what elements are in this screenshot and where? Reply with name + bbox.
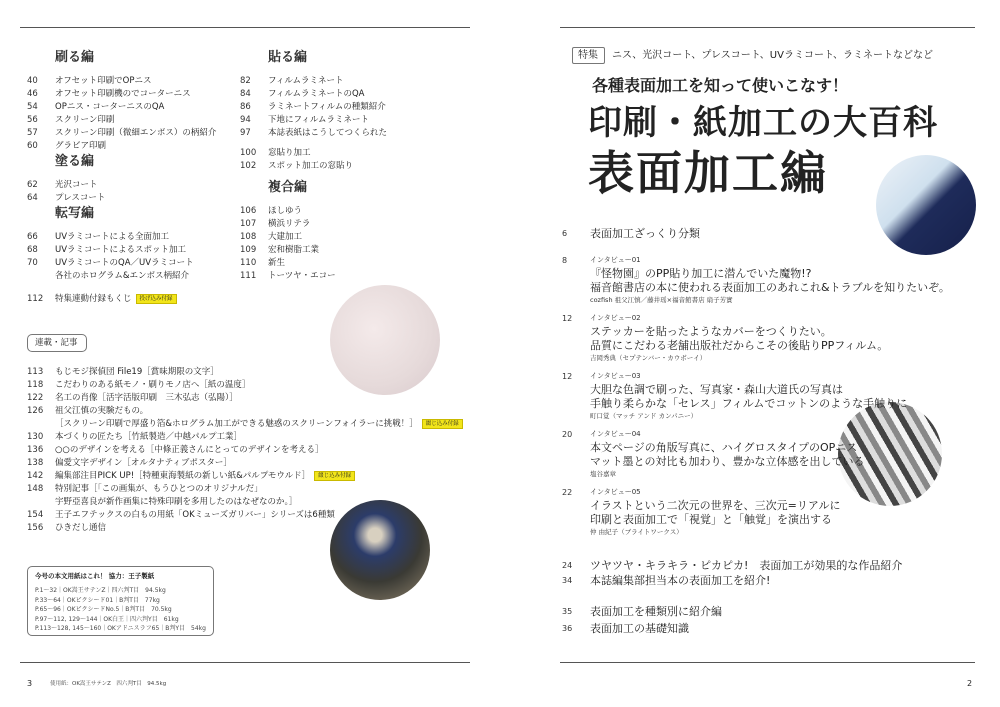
item-title	[55, 509, 335, 521]
page-number: 68	[27, 245, 38, 255]
page-number: 148	[27, 484, 44, 494]
page-number: 138	[27, 458, 44, 468]
entry-credit: 町口覚（マッチ アンド カンパニー）	[590, 412, 698, 420]
entry-title: ツヤツヤ・キラキラ・ピカピカ! 表面加工が効果的な作品紹介	[590, 559, 903, 572]
entry-title: イラストという二次元の世界を、三次元=リアルに	[590, 499, 841, 512]
item-title: プレスコート	[55, 193, 106, 203]
page-number: 106	[240, 206, 257, 216]
entry-title: マット墨との対比も加わり、豊かな立体感を出している	[590, 455, 865, 468]
entry-title: 表面加工ざっくり分類	[590, 227, 700, 240]
supplement-tag: 綴じ込み付録	[422, 419, 463, 429]
item-title: オフセット印刷でOPニス	[55, 76, 152, 86]
paper-info-title: 今号の本文用紙はこれ！ 協力：王子製紙	[35, 572, 155, 580]
page-number: 12	[562, 314, 573, 323]
item-title: トーツヤ・エコー	[268, 271, 336, 281]
interview-label: インタビュー01	[590, 256, 641, 264]
page-number: 108	[240, 232, 257, 242]
entry-title: 本誌編集部担当本の表面加工を紹介!	[590, 574, 771, 587]
item-title	[55, 418, 463, 430]
page-number: 107	[240, 219, 257, 229]
page-number: 54	[27, 102, 38, 112]
page-number: 56	[27, 115, 38, 125]
item-title: ラミネートフィルムの種類紹介	[268, 102, 386, 112]
page-number: 118	[27, 380, 44, 390]
interview-label: インタビュー04	[590, 430, 641, 438]
page-number: 84	[240, 89, 251, 99]
item-title: 下地にフィルムラミネート	[268, 115, 369, 125]
item-text: ○○のデザインを考える［中條正義さんにとってのデザインを考える］	[55, 445, 324, 455]
page-number: 102	[240, 161, 257, 171]
page-number: 70	[27, 258, 38, 268]
item-title: ほしゆう	[268, 206, 303, 216]
page-number: 60	[27, 141, 38, 151]
entry-title: 手触り柔らかな「セレス」フィルムでコットンのような手触りに	[590, 397, 908, 410]
interview-label: インタビュー02	[590, 314, 641, 322]
page-number: 142	[27, 471, 44, 481]
entry-title: ステッカーを貼ったようなカバーをつくりたい。	[590, 325, 832, 338]
page-number: 62	[27, 180, 38, 190]
item-title: スポット加工の窓貼り	[268, 161, 354, 171]
page-number: 111	[240, 271, 257, 281]
item-title	[55, 483, 263, 495]
page-number: 40	[27, 76, 38, 86]
page-number: 35	[562, 607, 573, 616]
feature-label-box	[572, 47, 605, 64]
entry-title: 『怪物園』のPP貼り加工に潜んでいた魔物!?	[590, 267, 812, 280]
entry-title: 印刷と表面加工で「視覚」と「触覚」を演出する	[590, 513, 832, 526]
section-heading: 転写編	[55, 206, 95, 221]
feature-label: 特集	[578, 50, 598, 61]
item-text: ひきだし通信	[55, 523, 107, 533]
bottom-rule-right	[560, 662, 975, 663]
item-title	[55, 457, 232, 469]
item-title	[55, 496, 297, 508]
surface-sample-photo-grey	[838, 402, 942, 506]
page-number: 109	[240, 245, 257, 255]
page-number: 24	[562, 561, 573, 570]
entry-credit: 吉岡秀典（セプテンバー・カウボーイ）	[590, 354, 707, 362]
item-title	[55, 379, 250, 391]
item-title: フィルムラミネート	[268, 76, 344, 86]
page-number: 100	[240, 148, 257, 158]
interview-label: インタビュー05	[590, 488, 641, 496]
series-label: 連載・記事	[35, 338, 78, 348]
item-text: 名工の肖像［活字活版印刷 三木弘志（弘陽）］	[55, 393, 238, 403]
main-title: 印刷・紙加工の大百科	[588, 103, 938, 143]
item-title	[55, 405, 148, 417]
page-number: 12	[562, 372, 573, 381]
paper-line: P.65〜96｜OKピクシードNo.5｜B判T目 70.5kg	[35, 606, 172, 613]
item-title: スクリーン印刷（微細エンボス）の柄紹介	[55, 128, 217, 138]
item-text: 本づくりの匠たち［竹紙製造／中越パルプ工業］	[55, 432, 243, 442]
top-rule-right	[560, 27, 975, 28]
item-title: 新生	[268, 258, 286, 268]
item-text: 偏愛文字デザイン［オルタナティブポスター］	[55, 458, 232, 468]
item-title: オフセット印刷機のでコーターニス	[55, 89, 191, 99]
item-title: UVラミコートによるスポット加工	[55, 245, 187, 255]
section-heading: 貼る編	[268, 50, 308, 65]
entry-title: 表面加工を種類別に紹介編	[590, 605, 722, 618]
page-number: 112	[27, 294, 44, 304]
item-title	[55, 366, 219, 378]
page-number: 86	[240, 102, 251, 112]
page-number: 57	[27, 128, 38, 138]
section-heading: 塗る編	[55, 154, 95, 169]
page-number: 156	[27, 523, 44, 533]
page-number: 97	[240, 128, 251, 138]
page-number: 136	[27, 445, 44, 455]
series-label-box	[27, 334, 87, 352]
page-number: 8	[562, 256, 568, 265]
item-title	[55, 522, 106, 534]
page-number: 34	[562, 576, 573, 585]
supplement-tag: 綴じ込み付録	[314, 471, 355, 481]
item-title	[55, 431, 242, 443]
page-number: 122	[27, 393, 44, 403]
page-number: 36	[562, 624, 573, 633]
entry-title: 品質にこだわる老舗出版社だからこその後貼りPPフィルム。	[590, 339, 889, 352]
right-page-number: 2	[967, 679, 973, 688]
section-heading: 刷る編	[55, 50, 95, 65]
bottom-rule-left	[20, 662, 470, 663]
item-title: 大建加工	[268, 232, 303, 242]
feature-subtitle: ニス、光沢コート、プレスコート、UVラミコート、ラミネートなどなど	[612, 50, 934, 61]
item-title: OPニス・コーターニスのQA	[55, 102, 165, 112]
surface-sample-photo-blue	[876, 155, 976, 255]
page-number: 113	[27, 367, 44, 377]
paper-info-box	[27, 566, 214, 636]
item-title: 窓貼り加工	[268, 148, 311, 158]
item-title: 横浜リテラ	[268, 219, 311, 229]
page-number: 20	[562, 430, 573, 439]
entry-title: 表面加工の基礎知識	[590, 622, 689, 635]
section-heading: 複合編	[268, 180, 308, 195]
item-title: UVラミコートのQA／UVラミコート	[55, 258, 194, 268]
page-number: 82	[240, 76, 251, 86]
supplement-tag: 投げ込み付録	[136, 294, 177, 304]
page-number: 126	[27, 406, 44, 416]
paper-line: P.113〜128, 145〜160｜OKアドニスラフ65｜B判Y目 54kg	[35, 625, 206, 632]
paper-sample-photo	[330, 285, 440, 395]
item-title	[55, 470, 355, 482]
interview-label: インタビュー03	[590, 372, 641, 380]
paper-line: P.97〜112, 129〜144｜OK白王｜四六判Y目 61kg	[35, 615, 179, 623]
item-text: 宇野亞喜良が新作画集に特殊印刷を多用したのはなぜなのか。］	[55, 497, 298, 507]
item-text: こだわりのある紙モノ・刷りモノ店へ［紙の温度］	[55, 380, 251, 390]
page-number: 64	[27, 193, 38, 203]
item-text: 特別記事［「この画集が、もうひとつのオリジナルだ」	[55, 484, 263, 494]
entry-credit: cozfish 祖父江慎／藤井瑶×福音館書店 扇子芳實	[590, 296, 733, 304]
craftsman-photo	[330, 500, 430, 600]
page-number: 46	[27, 89, 38, 99]
paper-line: P.1〜32｜OK嵩王サテンZ｜四六判T目 94.5kg	[35, 587, 166, 594]
entry-title: 福音館書店の本に使われる表面加工のあれこれ&トラブルを知りたいぞ。	[590, 281, 950, 294]
item-title: 各社のホログラム&エンボス柄紹介	[55, 271, 190, 281]
entry-credit: 仲 由紀子（ブライトワークス）	[590, 528, 683, 536]
top-rule-left	[20, 27, 470, 28]
page-number: 6	[562, 229, 568, 238]
item-text: ［スクリーン印刷で厚盛り箔&ホログラム加工ができる魅惑のスクリーンフォイラーに挑戦！］	[55, 419, 418, 429]
item-title: グラビア印刷	[55, 141, 107, 151]
page-number: 154	[27, 510, 44, 520]
subtitle: 各種表面加工を知って使いこなす！	[592, 76, 849, 95]
item-text: もじモジ探偵団 File19［賞味期限の文字］	[55, 367, 219, 377]
item-title: 本誌表紙はこうしてつくられた	[268, 128, 388, 138]
page-number: 94	[240, 115, 251, 125]
page-number: 130	[27, 432, 44, 442]
page-number: 66	[27, 232, 38, 242]
left-footer-note: 使用紙：OK嵩王サテンZ 四六判T目 94.5kg	[50, 681, 167, 687]
entry-title: 大胆な色調で刷った、写真家・森山大道氏の写真は	[590, 383, 843, 396]
item-title	[55, 392, 238, 404]
item-text: 編集部注目PICK UP!［特種東海製紙の新しい紙&パルプモウルド］	[55, 471, 311, 481]
entry-credit: 塩谷嘉章	[590, 470, 616, 478]
page-number: 22	[562, 488, 573, 497]
item-title: スクリーン印刷	[55, 115, 115, 125]
item-title: 宏和樹脂工業	[268, 245, 320, 255]
left-page-number: 3	[27, 679, 33, 688]
item-title: 光沢コート	[55, 180, 98, 190]
item-text: 王子エフテックスの白もの用紙「OKミューズガリバー」シリーズは6種類	[55, 510, 335, 520]
item-title: フィルムラミネートのQA	[268, 89, 365, 99]
paper-line: P.33〜64｜OKピクシード01｜B判T目 77kg	[35, 596, 160, 604]
item-title	[55, 444, 323, 456]
entry-title: 本文ページの角版写真に、ハイグロスタイプのOPニス	[590, 441, 858, 454]
item-title: UVラミコートによる全面加工	[55, 232, 170, 242]
main-title-2: 表面加工編	[588, 146, 828, 200]
page-number: 110	[240, 258, 257, 268]
item-text: 祖父江慎の実験だもの。	[55, 406, 149, 416]
supplement-title: 特集連動付録もくじ	[55, 294, 132, 304]
paper-info-lines	[35, 586, 206, 634]
